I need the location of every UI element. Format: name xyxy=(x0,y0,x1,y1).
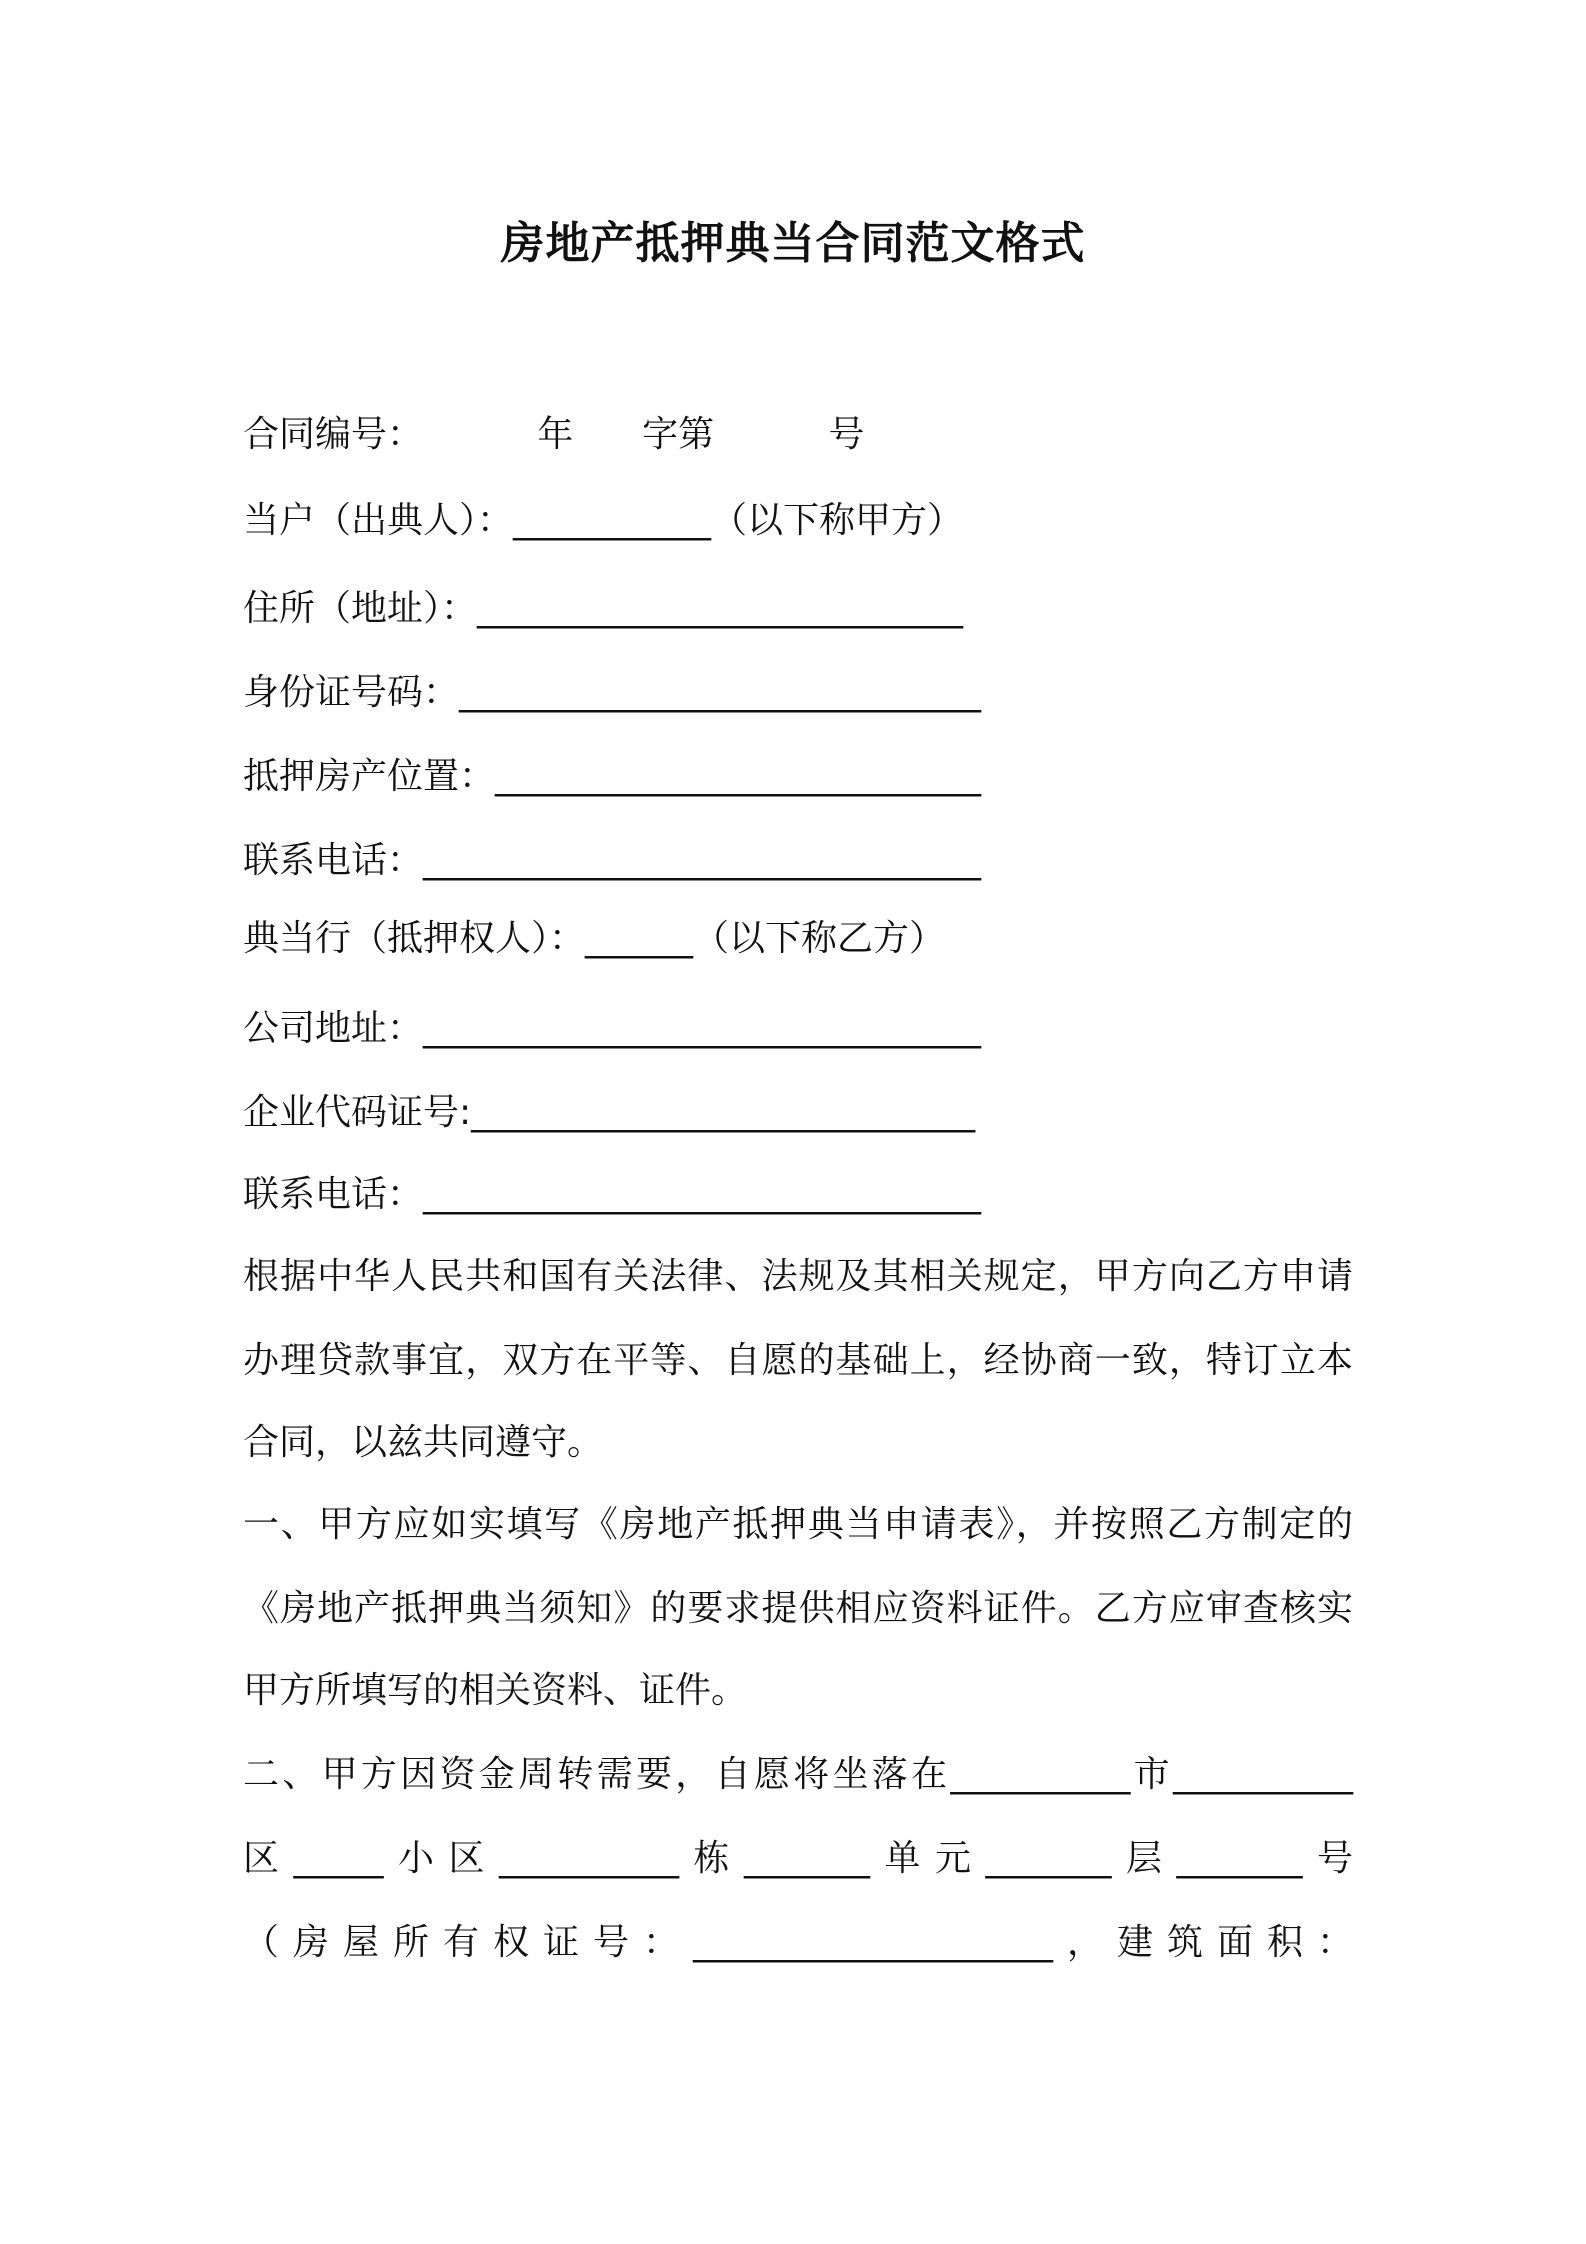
preamble-line-1: 根据中华人民共和国有关法律、法规及其相关规定，甲方向乙方申请 xyxy=(243,1256,1353,1297)
pawnshop-line: 典当行（抵押权人）：______（以下称乙方） xyxy=(243,918,946,959)
clause-2-line-2: 区_____小区__________栋_______单元_______层_______号 xyxy=(243,1838,1354,1879)
clause-1-line-2: 《房地产抵押典当须知》的要求提供相应资料证件。乙方应审查核实 xyxy=(243,1588,1353,1629)
document-title: 房地产抵押典当合同范文格式 xyxy=(500,218,1086,269)
pledgor-line: 当户（出典人）：___________（以下称甲方） xyxy=(243,500,964,541)
preamble-line-3: 合同，以兹共同遵守。 xyxy=(243,1422,604,1463)
pawnshop-phone-line: 联系电话：_______________________________ xyxy=(243,1174,982,1215)
clause-2-line-1: 二、甲方因资金周转需要，自愿将坐落在__________市__________ xyxy=(243,1754,1353,1795)
company-address-line: 公司地址：_______________________________ xyxy=(243,1008,982,1049)
clause-1-line-3: 甲方所填写的相关资料、证件。 xyxy=(243,1670,748,1711)
preamble-line-2: 办理贷款事宜，双方在平等、自愿的基础上，经协商一致，特订立本 xyxy=(243,1340,1353,1381)
pledgor-phone-line: 联系电话：_______________________________ xyxy=(243,840,982,881)
clause-2-line-3: （房屋所有权证号：____________________，建筑面积： xyxy=(243,1922,1353,1963)
contract-number-line: 合同编号： 年 字第 号 xyxy=(243,414,865,455)
property-location-line: 抵押房产位置：___________________________ xyxy=(243,756,982,797)
enterprise-code-line: 企业代码证号:____________________________ xyxy=(243,1092,976,1133)
clause-1-line-1: 一、甲方应如实填写《房地产抵押典当申请表》，并按照乙方制定的 xyxy=(243,1504,1353,1545)
id-number-line: 身份证号码：_____________________________ xyxy=(243,672,982,713)
address-line: 住所（地址）：___________________________ xyxy=(243,588,964,629)
